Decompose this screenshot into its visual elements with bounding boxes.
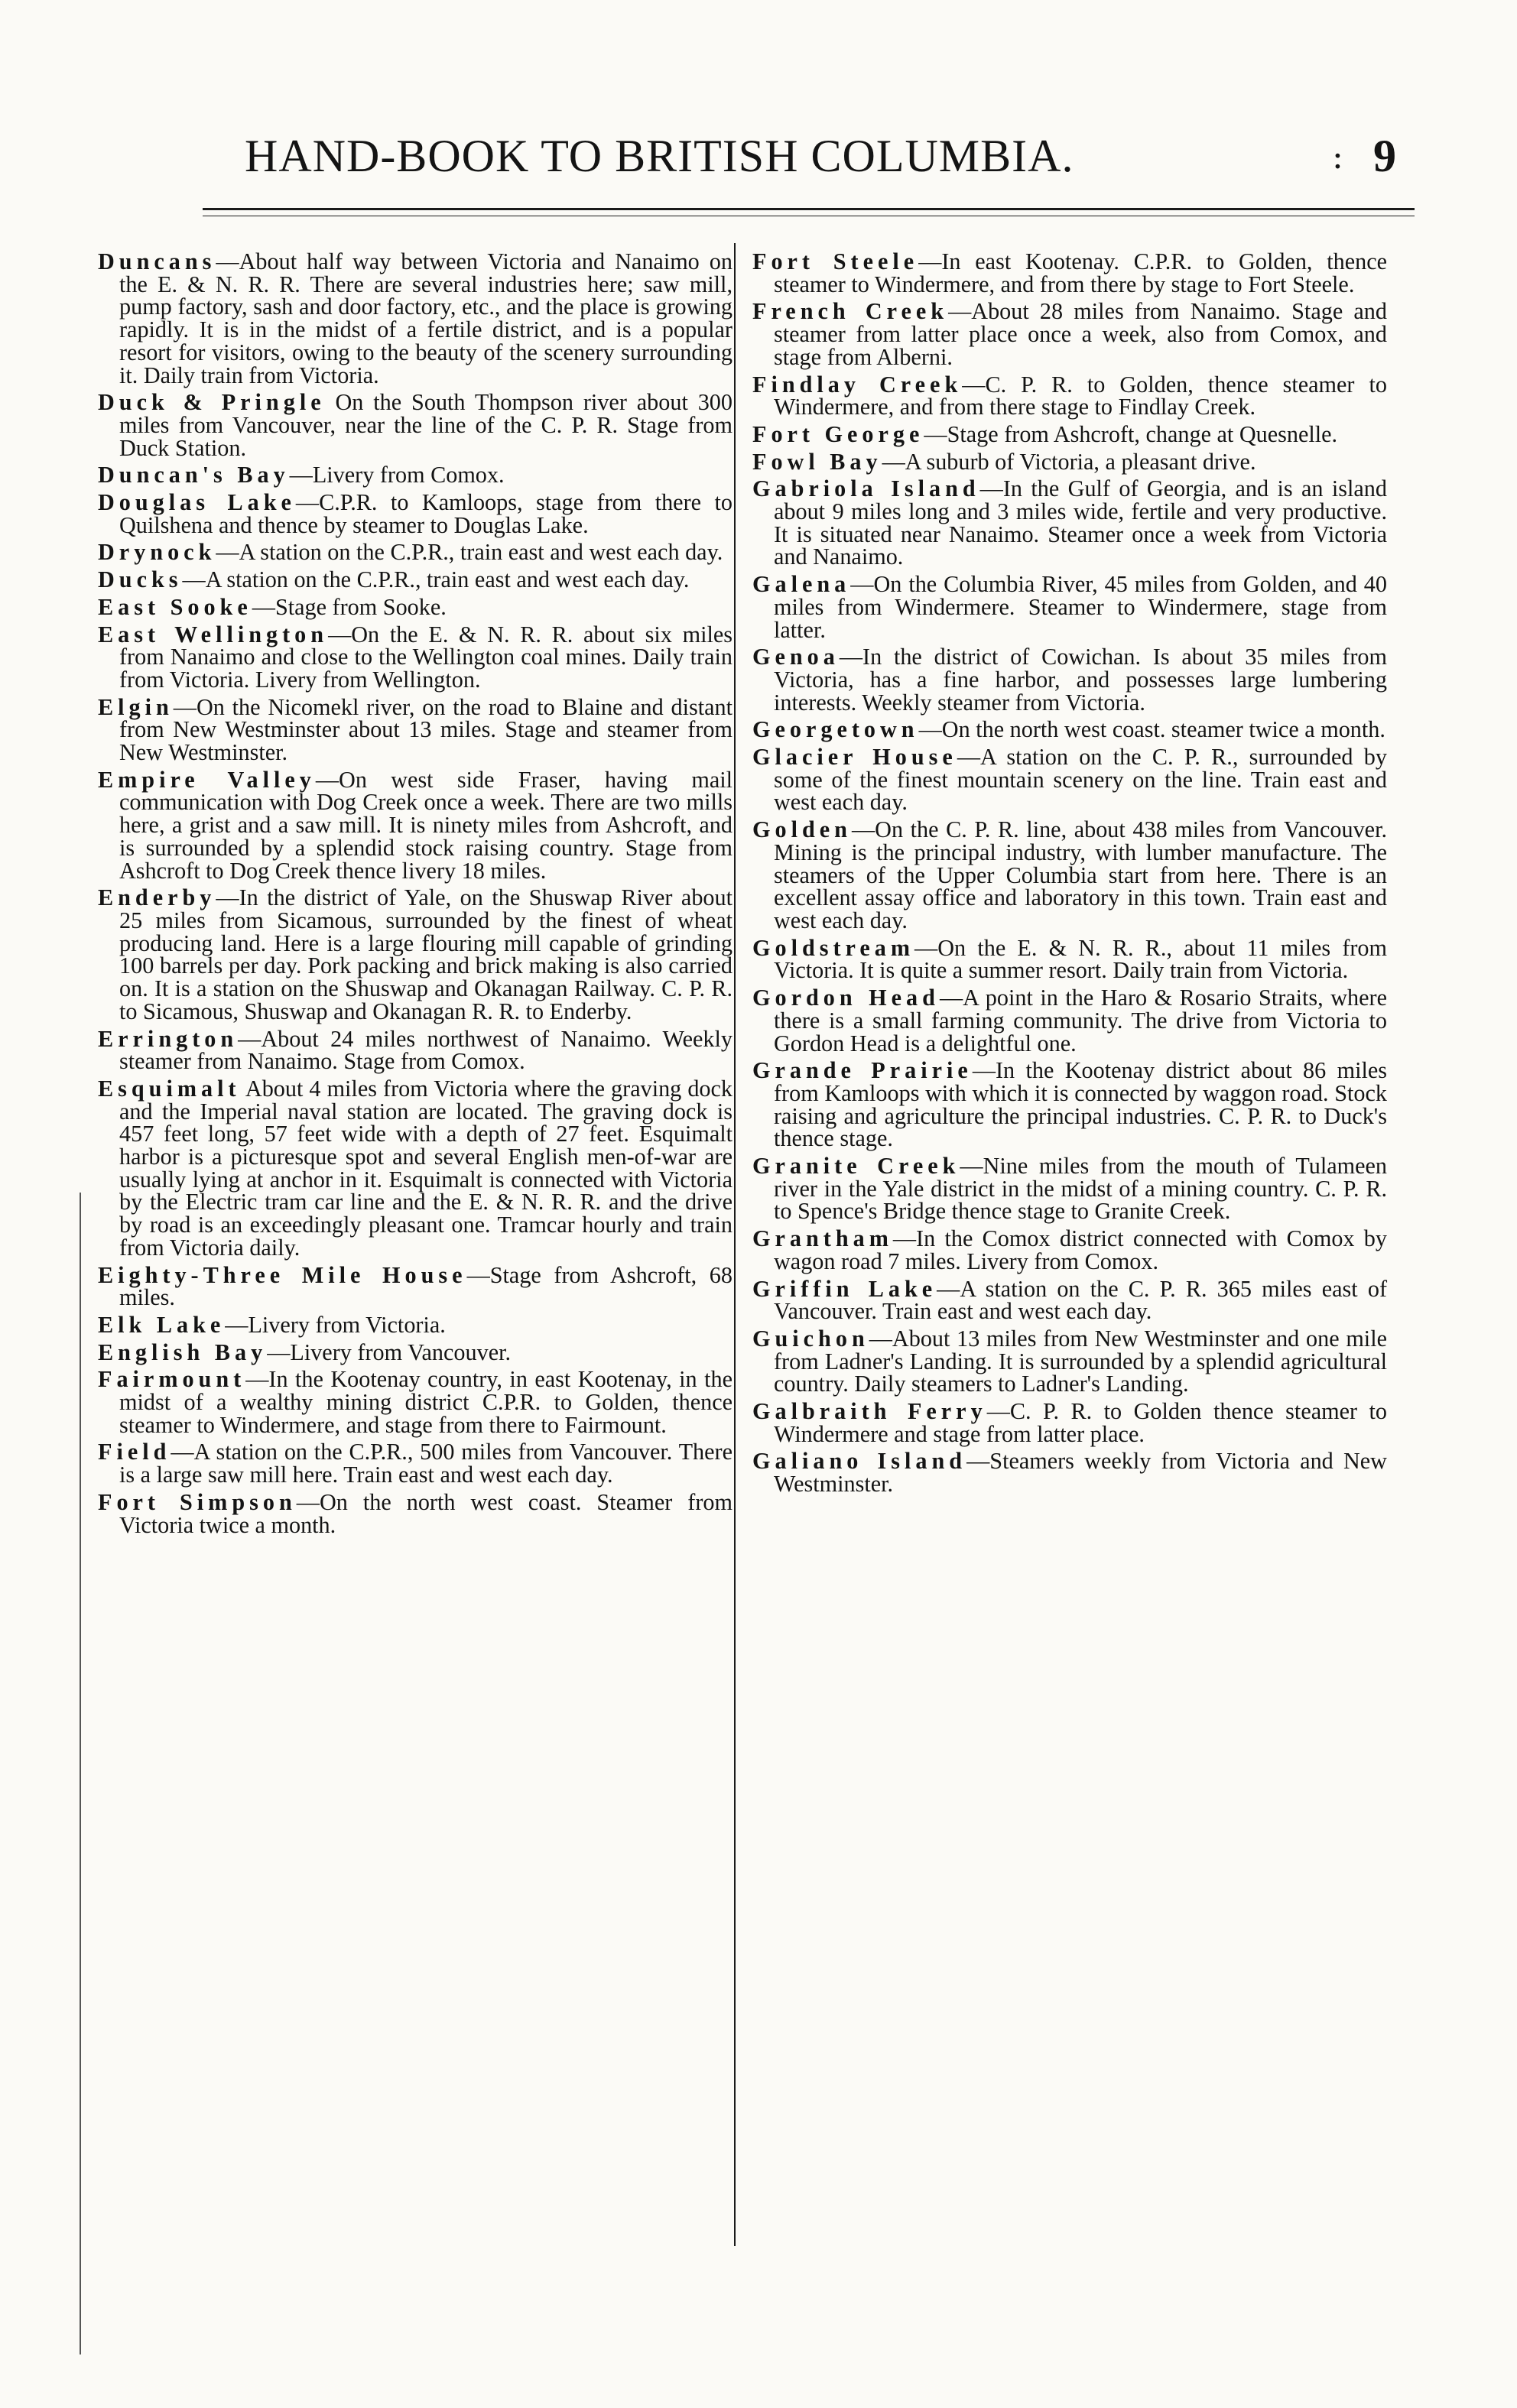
entry-description: —A suburb of Victoria, a pleasant drive. [882,448,1256,475]
entry-description: —On the E. & N. R. R., about 11 miles from Victoria. It is quite a summer resort. Daily train from Victoria. [774,934,1387,984]
entry-place-name: Galena [752,571,851,598]
column-divider [734,243,736,2246]
gazetteer-entry [752,1155,1387,1223]
gazetteer-entry [752,475,1387,570]
entry-description: —C. P. R. to Golden thence steamer to Windermere and stage from latter place. [774,1398,1387,1447]
gazetteer-entry [752,987,1387,1055]
entry-place-name: Grande Prairie [752,1057,973,1084]
entry-description: —A station on the C.P.R., train east and west each day. [182,566,690,593]
gazetteer-entry [752,934,1387,984]
entry-place-name: Galiano Island [752,1448,967,1475]
header-rule-thick [203,208,1415,210]
entry-place-name: Guichon [752,1325,869,1352]
entry-description: —In the Gulf of Georgia, and is an island about 9 miles long and 3 miles wide, fertile and very productive. It is situated near Nanaimo. Steamer once a week from Victoria and Nanaimo. [774,475,1387,570]
entry-place-name: East Wellington [98,621,329,647]
entry-description: —Livery from Vancouver. [267,1339,512,1365]
gazetteer-entry [98,1311,733,1338]
entry-place-name: Gabriola Island [752,475,980,502]
entry-description: On the South Thompson river about 300 miles from Vancouver, near the line of the C. P. R. Stage from Duck Station. [119,389,733,461]
binding-margin-line [80,1193,81,2354]
page-number: 9 [1373,131,1396,181]
gazetteer-entry [98,1075,733,1261]
entry-place-name: Glacier House [752,744,957,771]
entry-description: —On the Nicomekl river, on the road to Blaine and distant from New Westminster about 13 miles. Stage and steamer from New Westminster. [119,693,733,766]
entry-description: —About 24 miles northwest of Nanaimo. Weekly steamer from Nanaimo. Stage from Comox. [119,1025,733,1075]
gazetteer-entry [752,646,1387,714]
gazetteer-entry [752,746,1387,814]
gazetteer-entry [98,766,733,884]
gazetteer-entry [752,300,1387,368]
gazetteer-entry [752,716,1387,743]
entry-place-name: Field [98,1439,171,1465]
gazetteer-entry [98,489,733,538]
entry-description: —Nine miles from the mouth of Tulameen river in the Yale district in the midst of a mining country. C. P. R. to Spence's Bridge thence stage to Granite Creek. [774,1153,1387,1225]
gazetteer-entry [98,621,733,693]
gazetteer-entry [98,464,733,487]
left-column [98,248,733,1541]
entry-place-name: Grantham [752,1225,893,1252]
entry-place-name: Duncans [98,248,216,274]
running-head-title: HAND-BOOK TO BRITISH COLUMBIA. [245,131,1074,181]
entry-description: —C. P. R. to Golden, thence steamer to Windermere, and from there stage to Findlay Creek. [774,371,1387,420]
entry-description: —In the Kootenay district about 86 miles from Kamloops with which it is connected by waggon road. Stock raising and agriculture the principal industries. C. P. R. to Duck's thence stage. [774,1057,1387,1152]
entry-description: —In the Kootenay country, in east Kootenay, in the midst of a wealthy mining district C.P.R. to Golden, thence steamer to Windermere, and stage from there to Fairmount. [119,1366,733,1438]
entry-description: —About 28 miles from Nanaimo. Stage and steamer from latter place once a week, also from Comox, and stage from Alberni. [774,298,1387,370]
entry-description: —Stage from Ashcroft, 68 miles. [119,1261,733,1311]
entry-place-name: Eighty-Three Mile House [98,1261,467,1288]
entry-description: —A station on the C.P.R., train east and west each day. [216,539,723,566]
gazetteer-entry [98,248,733,388]
entry-description: —In the district of Cowichan. Is about 35 miles from Victoria, has a fine harbor, and possesses large lumbering interests. Weekly steamer from Victoria. [774,644,1387,716]
entry-place-name: French Creek [752,298,949,325]
gazetteer-entry [98,1261,733,1311]
gazetteer-entry [752,1225,1387,1274]
entry-place-name: Esquimalt [98,1075,241,1102]
entry-description: —About half way between Victoria and Nanaimo on the E. & N. R. R. There are several industries here; saw mill, pump factory, sash and door factory, etc., and the place is growing rapidly. It is in the midst of a fertile district, and is a popular resort for visitors, owing to the beauty of the scenery surrounding it. Daily train from Victoria. [119,248,733,388]
entry-place-name: Fort George [752,420,924,447]
entry-place-name: Errington [98,1025,239,1052]
entry-place-name: Fort Steele [752,248,919,274]
entry-place-name: Golden [752,816,852,843]
gazetteer-entry [98,1025,733,1075]
entry-place-name: Georgetown [752,716,919,743]
entry-description: —A station on the C.P.R., 500 miles from Vancouver. There is a large saw mill here. Train east and west each day. [119,1439,733,1488]
entry-place-name: Enderby [98,884,216,911]
entry-place-name: Douglas Lake [98,489,296,516]
entry-description: —On the north west coast. Steamer from Victoria twice a month. [119,1488,733,1538]
right-column [752,248,1387,1501]
gazetteer-entry [98,566,733,593]
gazetteer-entry [752,1325,1387,1397]
entry-description: About 4 miles from Victoria where the graving dock and the Imperial naval station are located. The graving dock is 457 feet long, 57 feet wide with a depth of 27 feet. Esquimalt harbor is a picturesque spot and several English men-of-war are usually lying at anchor in it. Esquimalt is connected with Victoria by the Electric tram car line and the E. & N. R. R. and the drive by road is an exceedingly pleasant one. Tramcar hourly and train from Victoria daily. [119,1075,733,1261]
entry-place-name: Ducks [98,566,183,593]
entry-description: —On the E. & N. R. R. about six miles from Nanaimo and close to the Wellington coal mines. Daily train from Victoria. Livery from Wellington. [119,621,733,693]
entry-description: —Livery from Comox. [289,462,505,488]
entry-description: —In east Kootenay. C.P.R. to Golden, thence steamer to Windermere, and from there by stage to Fort Steele. [774,248,1387,297]
entry-place-name: Galbraith Ferry [752,1398,987,1425]
entry-place-name: Duncan's Bay [98,462,290,488]
entry-description: —Stage from Sooke. [252,593,447,620]
entry-place-name: Fairmount [98,1366,246,1393]
running-head-colon: : [1332,138,1343,177]
entry-description: —In the district of Yale, on the Shuswap River about 25 miles from Sicamous, surrounded by the finest of wheat producing land. Here is a large flouring mill capable of grinding 100 barrels per day. Pork packing and brick making is also carried on. It is a station on the Shuswap and Okanagan Railway. C. P. R. to Sicamous, Shuswap and Okanagan R. R. to Enderby. [119,884,733,1024]
gazetteer-entry [752,420,1387,447]
entry-place-name: Drynock [98,539,216,566]
entry-place-name: Elk Lake [98,1311,226,1338]
entry-description: —In the Comox district connected with Comox by wagon road 7 miles. Livery from Comox. [774,1225,1387,1274]
entry-place-name: Griffin Lake [752,1275,937,1302]
entry-description: —A station on the C. P. R., surrounded by some of the finest mountain scenery on the line. Train east and west each day. [774,744,1387,816]
entry-place-name: Genoa [752,644,840,670]
entry-description: —Stage from Ashcroft, change at Quesnelle. [924,420,1338,447]
entry-place-name: Goldstream [752,934,915,961]
entry-description: —Livery from Victoria. [225,1311,446,1338]
gazetteer-entry [752,248,1387,297]
gazetteer-entry [752,1275,1387,1325]
entry-place-name: Fort Simpson [98,1488,297,1515]
gazetteer-entry [98,1368,733,1436]
entry-place-name: Duck & Pringle [98,389,326,416]
gazetteer-entry [98,1488,733,1538]
gazetteer-entry [752,1057,1387,1152]
gazetteer-entry [752,573,1387,641]
entry-place-name: Gordon Head [752,985,940,1011]
entry-description: —On west side Fraser, having mail communication with Dog Creek once a week. There are two mills here, a grist and a saw mill. It is ninety miles from Ashcroft, and is surrounded by a splendid stock raising country. Stage from Ashcroft to Dog Creek thence livery 18 miles. [119,766,733,884]
entry-place-name: East Sooke [98,593,252,620]
entry-place-name: Elgin [98,693,174,720]
gazetteer-entry [98,884,733,1024]
entry-description: —On the Columbia River, 45 miles from Golden, and 40 miles from Windermere. Steamer to Windermere, stage from latter. [774,571,1387,643]
gazetteer-entry [752,816,1387,933]
entry-place-name: Findlay Creek [752,371,963,398]
entry-place-name: English Bay [98,1339,268,1365]
entry-description: —A point in the Haro & Rosario Straits, where there is a small farming community. The drive from Victoria to Gordon Head is a delightful one. [774,985,1387,1056]
gazetteer-entry [98,1441,733,1486]
gazetteer-entry [98,693,733,766]
entry-place-name: Granite Creek [752,1153,960,1180]
gazetteer-entry [98,391,733,459]
entry-description: —On the north west coast. steamer twice a month. [918,716,1385,743]
gazetteer-entry [752,1448,1387,1498]
gazetteer-entry [98,1339,733,1365]
gazetteer-entry [752,1400,1387,1446]
gazetteer-entry [752,371,1387,420]
gazetteer-entry [98,593,733,620]
gazetteer-entry [752,448,1387,475]
entry-description: —A station on the C. P. R. 365 miles east of Vancouver. Train east and west each day. [774,1275,1387,1325]
gazetteer-entry [98,541,733,564]
entry-place-name: Empire Valley [98,766,316,793]
entry-description: —About 13 miles from New Westminster and one mile from Ladner's Landing. It is surrounded by a splendid agricultural country. Daily steamers to Ladner's Landing. [774,1325,1387,1397]
entry-description: —C.P.R. to Kamloops, stage from there to Quilshena and thence by steamer to Douglas Lake. [119,489,733,538]
entry-description: —On the C. P. R. line, about 438 miles from Vancouver. Mining is the principal industry, with lumber manufacture. The steamers of the Upper Columbia start from here. There is an excellent assay office and laboratory in this town. Train east and west each day. [774,816,1387,933]
entry-place-name: Fowl Bay [752,448,882,475]
entry-description: —Steamers weekly from Victoria and New Westminster. [774,1448,1387,1498]
